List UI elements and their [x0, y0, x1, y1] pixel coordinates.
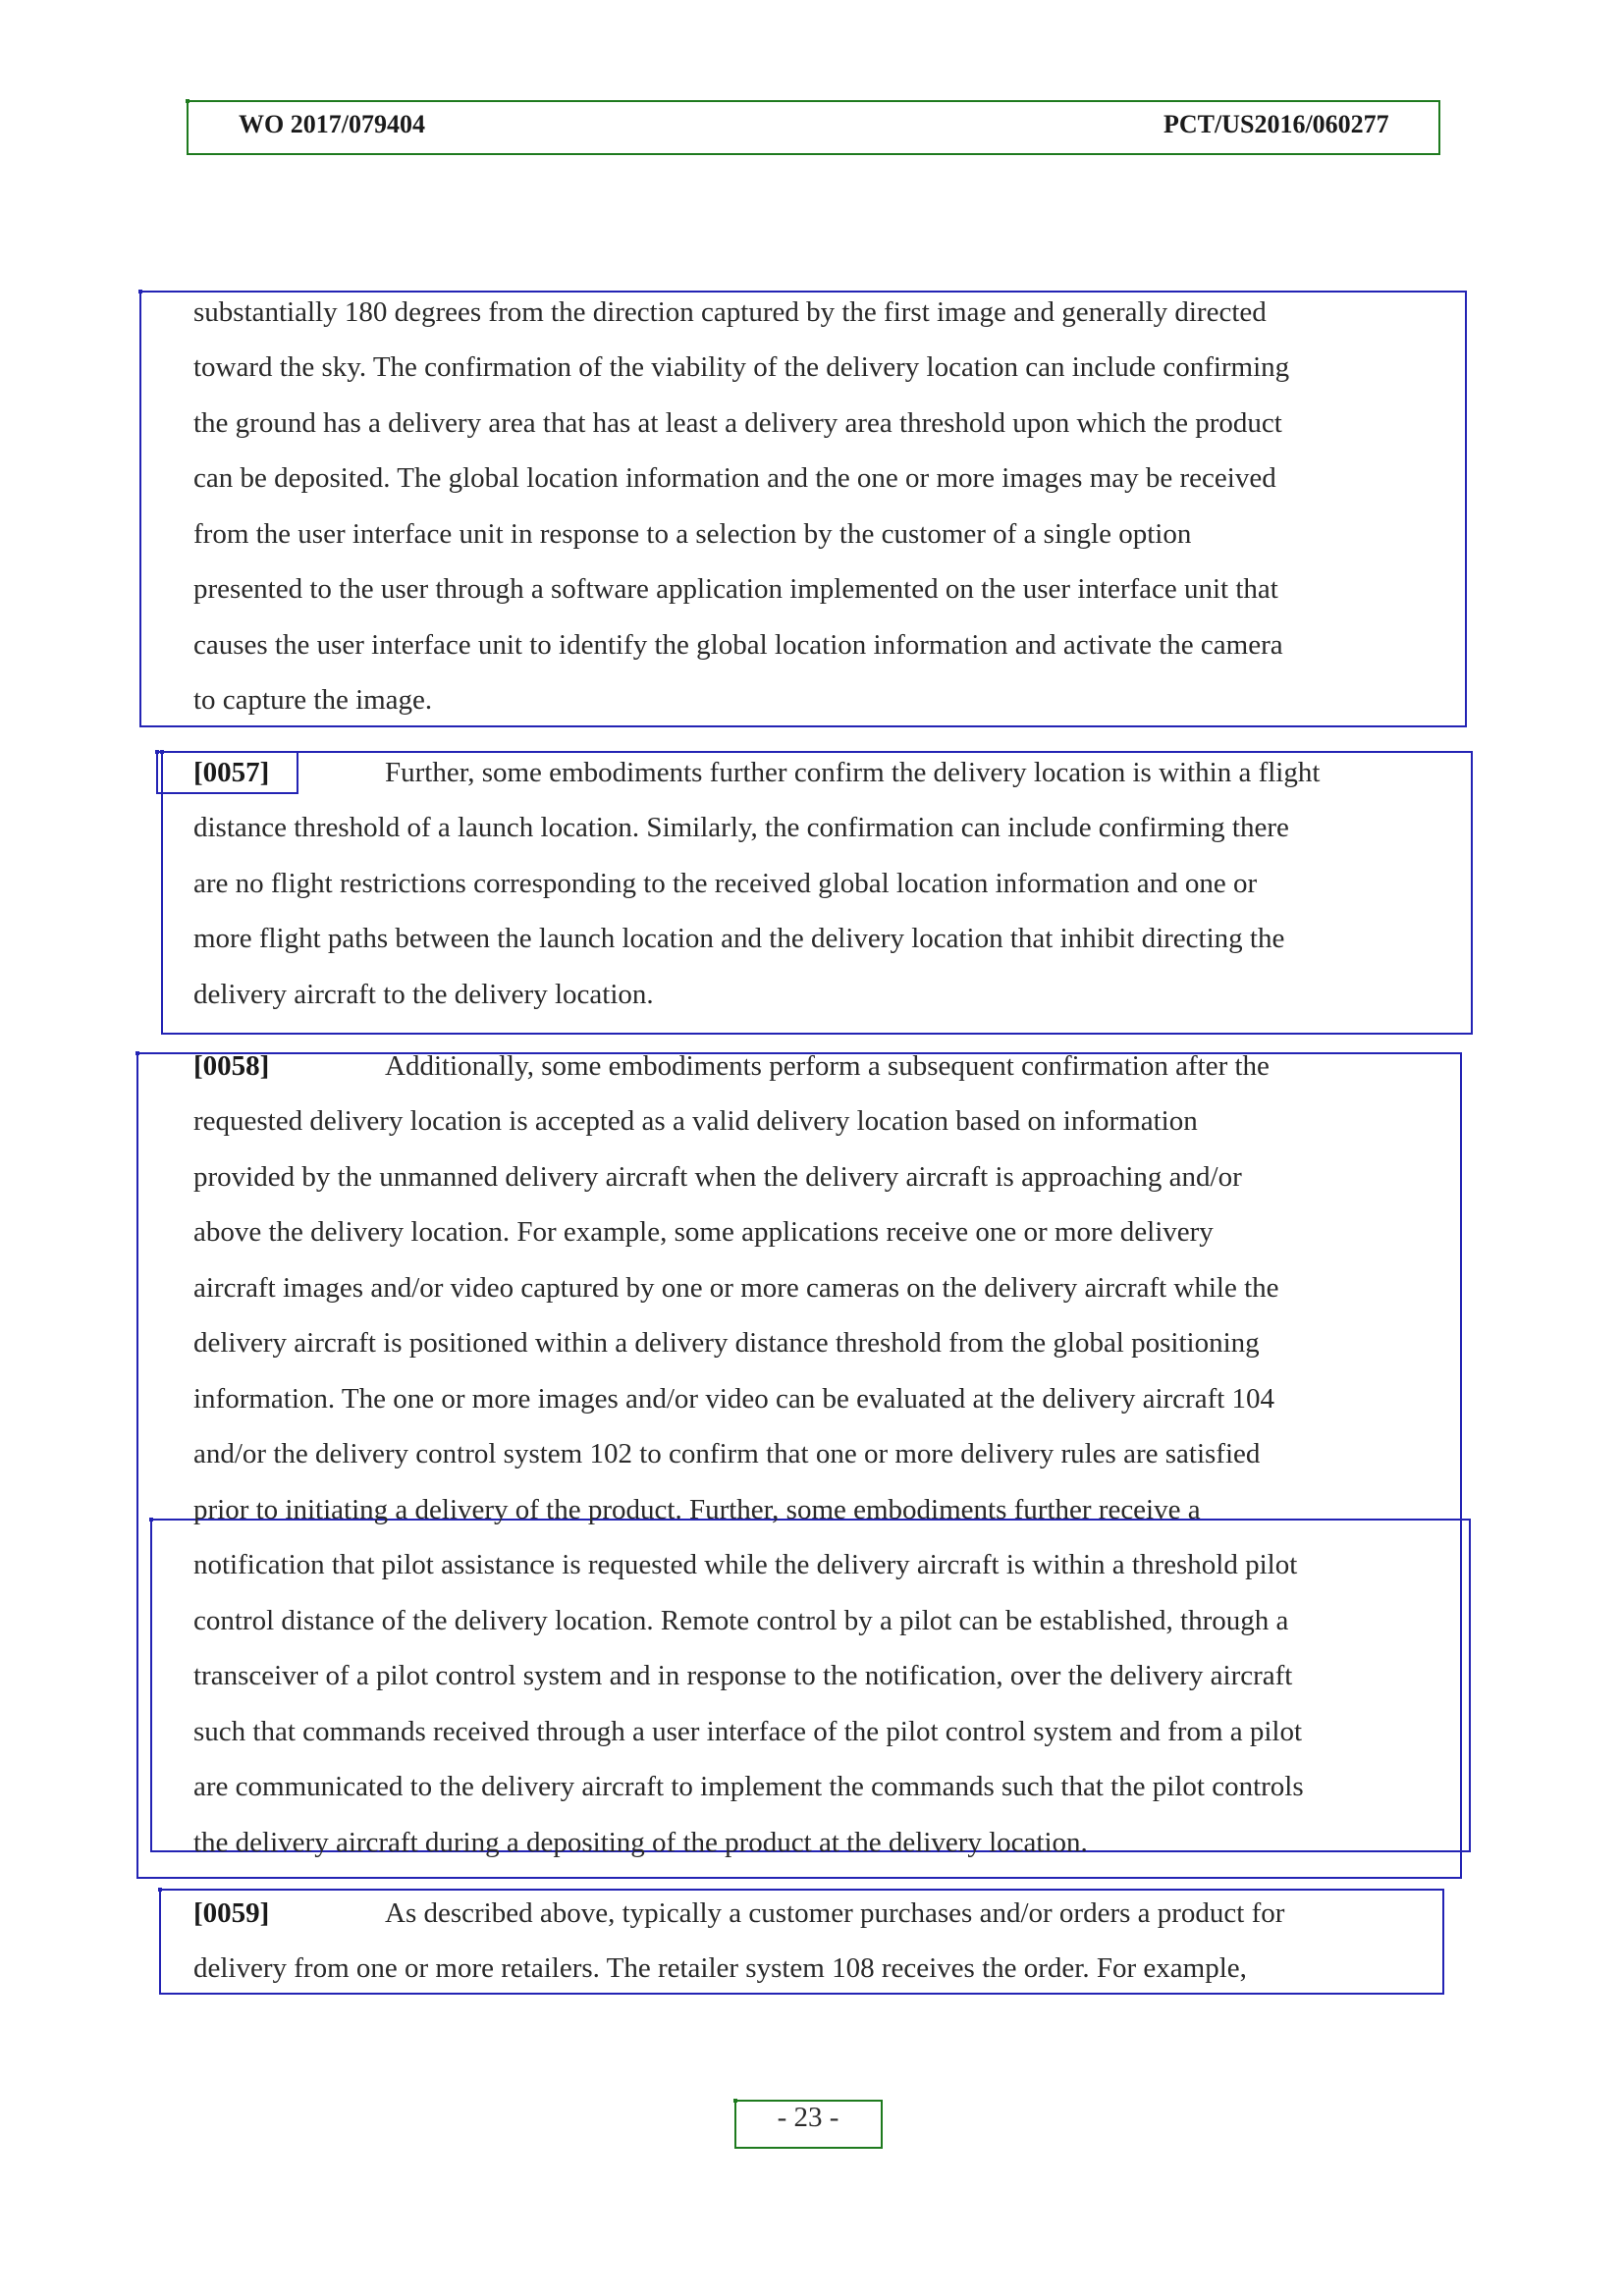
region-marker-icon	[158, 1888, 162, 1892]
text-line: delivery from one or more retailers. The retailer system 108 receives the order. For example,	[193, 1952, 1247, 1984]
text-line: delivery aircraft to the delivery location.	[193, 979, 654, 1010]
text-line: substantially 180 degrees from the direction captured by the first image and generally directed	[193, 296, 1267, 328]
text-line: such that commands received through a user interface of the pilot control system and from a pilot	[193, 1716, 1303, 1747]
text-line: causes the user interface unit to identify the global location information and activate the camera	[193, 629, 1283, 661]
text-line: more flight paths between the launch location and the delivery location that inhibit directing the	[193, 923, 1285, 954]
text-line: to capture the image.	[193, 684, 433, 716]
text-line: are communicated to the delivery aircraft to implement the commands such that the pilot controls	[193, 1771, 1304, 1802]
text-line: control distance of the delivery location. Remote control by a pilot can be established, through a	[193, 1605, 1289, 1636]
text-line: from the user interface unit in response to a selection by the customer of a single option	[193, 518, 1192, 550]
text-line: the delivery aircraft during a depositing of the product at the delivery location.	[193, 1827, 1088, 1858]
text-line: provided by the unmanned delivery aircraft when the delivery aircraft is approaching and/or	[193, 1161, 1242, 1193]
text-line: requested delivery location is accepted as a valid delivery location based on information	[193, 1105, 1198, 1137]
text-line: transceiver of a pilot control system and in response to the notification, over the delivery aircraft	[193, 1660, 1293, 1691]
paragraph-number: [0057]	[193, 757, 270, 788]
paragraph-number: [0059]	[193, 1897, 270, 1929]
text-line: and/or the delivery control system 102 to confirm that one or more delivery rules are satisfied	[193, 1438, 1261, 1469]
text-line: above the delivery location. For example, some applications receive one or more delivery	[193, 1216, 1214, 1248]
region-marker-icon	[155, 750, 159, 754]
text-line: prior to initiating a delivery of the product. Further, some embodiments further receive a	[193, 1494, 1201, 1525]
publication-number: WO 2017/079404	[239, 110, 425, 138]
text-line: information. The one or more images and/or video can be evaluated at the delivery aircraft 104	[193, 1383, 1275, 1415]
region-marker-icon	[149, 1518, 153, 1522]
region-marker-icon	[186, 99, 189, 103]
text-line: distance threshold of a launch location. Similarly, the confirmation can include confirming there	[193, 812, 1289, 843]
text-line: notification that pilot assistance is requested while the delivery aircraft is within a threshold pilot	[193, 1549, 1298, 1580]
text-line: delivery aircraft is positioned within a delivery distance threshold from the global positioning	[193, 1327, 1260, 1359]
paragraph-first-line: Further, some embodiments further confirm the delivery location is within a flight	[385, 757, 1321, 788]
text-line: toward the sky. The confirmation of the viability of the delivery location can include confirming	[193, 351, 1290, 383]
paragraph-first-line: Additionally, some embodiments perform a subsequent confirmation after the	[385, 1050, 1270, 1082]
text-line: presented to the user through a software application implemented on the user interface unit that	[193, 573, 1278, 605]
page-number: - 23 -	[777, 2102, 839, 2133]
paragraph-first-line: As described above, typically a customer purchases and/or orders a product for	[385, 1897, 1285, 1929]
text-line: aircraft images and/or video captured by one or more cameras on the delivery aircraft while the	[193, 1272, 1279, 1304]
text-line: are no flight restrictions corresponding to the received global location information and one or	[193, 868, 1258, 899]
text-line: the ground has a delivery area that has at least a delivery area threshold upon which the product	[193, 407, 1282, 439]
application-number: PCT/US2016/060277	[1163, 110, 1389, 138]
region-marker-icon	[135, 1051, 139, 1055]
paragraph-number: [0058]	[193, 1050, 270, 1082]
region-marker-icon	[138, 290, 142, 294]
text-line: can be deposited. The global location information and the one or more images may be received	[193, 462, 1276, 494]
region-marker-icon	[733, 2099, 737, 2103]
